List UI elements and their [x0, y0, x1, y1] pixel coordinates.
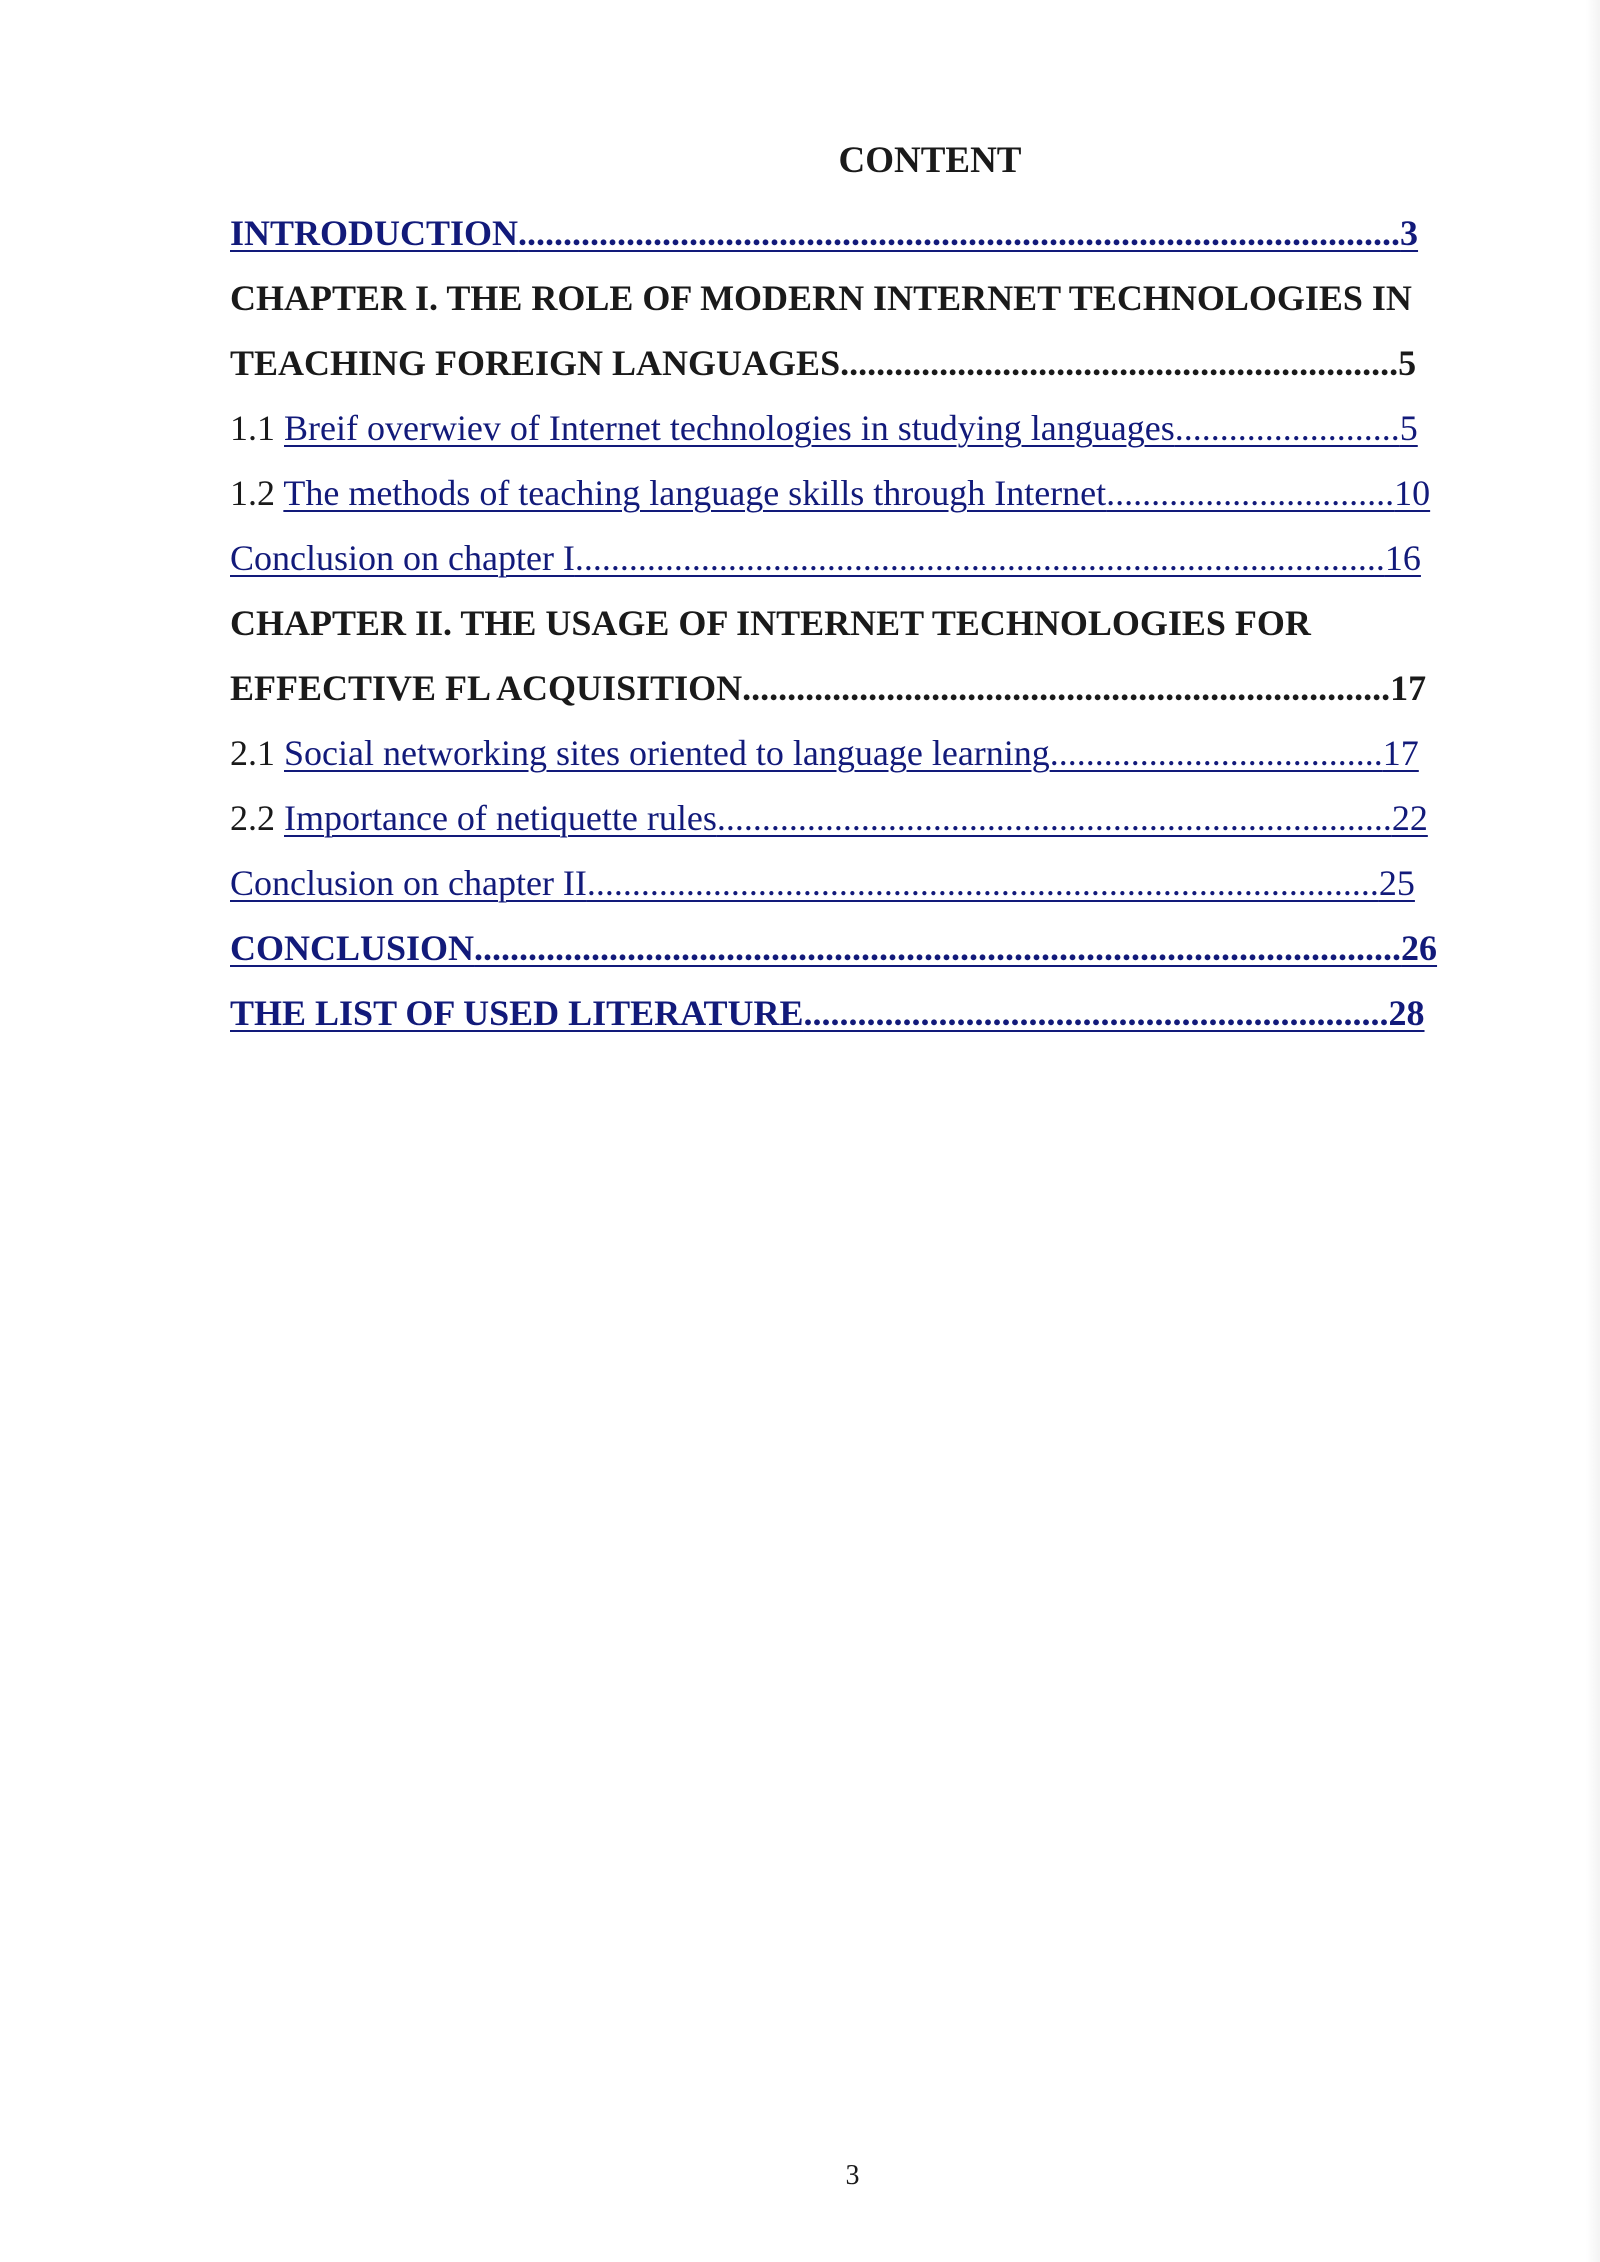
table-of-contents — [230, 136, 1490, 1046]
toc-entry-number: 1.2 — [230, 473, 284, 513]
toc-entry-page-number: 28 — [1388, 993, 1425, 1033]
toc-entry-link[interactable] — [230, 993, 1425, 1033]
toc-entry-page-number: 25 — [1378, 863, 1415, 903]
toc-entry-dot-leader: .............................................................. — [840, 343, 1399, 383]
toc-entry-link[interactable] — [284, 408, 1418, 448]
toc-entry-text: The methods of teaching language skills through Internet — [283, 473, 1107, 513]
toc-entry-link[interactable] — [230, 213, 1418, 253]
toc-entry-section-2-1[interactable] — [230, 721, 1490, 786]
toc-entry-page-number: 5 — [1398, 343, 1417, 383]
toc-entry-text: Importance of netiquette rules — [284, 798, 717, 838]
toc-entry-text: Conclusion on chapter II — [230, 863, 587, 903]
toc-entry-heading — [230, 278, 1412, 318]
toc-entry-number: 2.2 — [230, 798, 284, 838]
toc-entry-text: CONCLUSION — [230, 928, 475, 968]
toc-entry-conclusion-chapter-2[interactable] — [230, 851, 1490, 916]
toc-entry-page-number: 5 — [1399, 408, 1418, 448]
toc-entry-link[interactable] — [283, 473, 1430, 513]
toc-entry-page-number: 16 — [1384, 538, 1421, 578]
toc-entry-page-number: 10 — [1394, 473, 1431, 513]
toc-entry-dot-leader: ........................................................................... — [716, 798, 1392, 838]
toc-entry-list — [230, 201, 1490, 1046]
toc-entry-link[interactable] — [230, 863, 1415, 903]
toc-entry-section-2-2[interactable] — [230, 786, 1490, 851]
toc-entry-text: INTRODUCTION — [230, 213, 519, 253]
toc-entry-link[interactable] — [230, 538, 1421, 578]
toc-entry-text: Social networking sites oriented to language learning — [284, 733, 1050, 773]
toc-entry-dot-leader: ......................... — [1174, 408, 1400, 448]
toc-entry-conclusion[interactable] — [230, 916, 1490, 981]
toc-entry-dot-leader: ..................................... — [1049, 733, 1383, 773]
toc-entry-literature[interactable] — [230, 981, 1490, 1046]
toc-entry-dot-leader: ....................................................................................................... — [474, 928, 1402, 968]
toc-entry-link[interactable] — [284, 733, 1419, 773]
toc-entry-chapter-2-line-2 — [230, 656, 1490, 721]
toc-entry-text: Breif overwiev of Internet technologies in studying languages — [284, 408, 1175, 448]
toc-entry-dot-leader: .................................................................................................. — [518, 213, 1401, 253]
toc-entry-page-number: 3 — [1400, 213, 1419, 253]
toc-entry-dot-leader: ................................................................. — [803, 993, 1389, 1033]
toc-entry-conclusion-chapter-1[interactable] — [230, 526, 1490, 591]
toc-entry-dot-leader: .......................................................................................... — [574, 538, 1385, 578]
toc-entry-page-number: 26 — [1401, 928, 1438, 968]
toc-entry-text: THE LIST OF USED LITERATURE — [230, 993, 804, 1033]
toc-entry-link[interactable] — [284, 798, 1428, 838]
toc-entry-number: 1.1 — [230, 408, 284, 448]
toc-entry-link[interactable] — [230, 928, 1437, 968]
toc-entry-text: Conclusion on chapter I — [230, 538, 575, 578]
toc-entry-page-number: 17 — [1382, 733, 1419, 773]
toc-entry-text: CHAPTER I. THE ROLE OF MODERN INTERNET TECHNOLOGIES IN — [230, 278, 1412, 318]
toc-entry-chapter-2-line-1 — [230, 591, 1490, 656]
toc-entry-dot-leader: ........................................................................................ — [586, 863, 1379, 903]
toc-entry-page-number: 22 — [1391, 798, 1428, 838]
toc-entry-text: EFFECTIVE FL ACQUISITION — [230, 668, 743, 708]
toc-entry-introduction[interactable] — [230, 201, 1490, 266]
page-number: 3 — [845, 2160, 860, 2191]
toc-entry-section-1-1[interactable] — [230, 396, 1490, 461]
toc-entry-dot-leader: ................................ — [1106, 473, 1395, 513]
toc-title: CONTENT — [838, 140, 1022, 181]
page-edge-shadow — [1586, 0, 1600, 2262]
toc-entry-text: TEACHING FOREIGN LANGUAGES — [230, 343, 841, 383]
toc-entry-heading — [230, 343, 1398, 383]
toc-entry-text: CHAPTER II. THE USAGE OF INTERNET TECHNOLOGIES FOR — [230, 603, 1311, 643]
toc-entry-chapter-1-line-2 — [230, 331, 1490, 396]
toc-entry-page-number: 17 — [1390, 668, 1427, 708]
toc-entry-dot-leader: ........................................................................ — [742, 668, 1391, 708]
toc-entry-chapter-1-line-1 — [230, 266, 1490, 331]
toc-entry-heading — [230, 603, 1311, 643]
toc-entry-heading — [230, 668, 1390, 708]
toc-entry-section-1-2[interactable] — [230, 461, 1490, 526]
toc-entry-number: 2.1 — [230, 733, 284, 773]
